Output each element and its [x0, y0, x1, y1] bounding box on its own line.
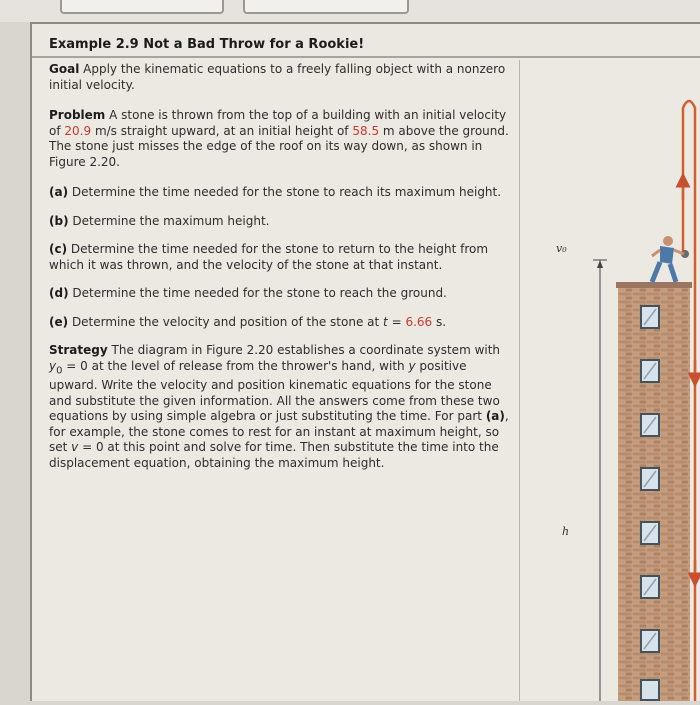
top-tab-right[interactable]	[243, 0, 409, 14]
strategy-paragraph	[49, 343, 511, 471]
strategy-text: positive upward. Write the velocity and position kinematic equations for the stone and substitute the given information. All the answers come from these two equations by using simple algebra or just substituting the time. For part	[49, 358, 500, 424]
strategy-text: = 0 at the level of release from the thrower's hand, with	[62, 358, 405, 373]
part-e-unit: s.	[432, 314, 447, 329]
part-text: Determine the time needed for the stone to reach the ground.	[72, 286, 447, 300]
strategy-text: The diagram in Figure 2.20 establishes a coordinate system with	[111, 343, 501, 357]
part-text: Determine the time needed for the stone to return to the height from which it was thrown, and the velocity of the stone at that instant.	[49, 242, 489, 272]
strategy-var-y0: y	[49, 358, 57, 373]
problem-label: Problem	[49, 108, 106, 122]
part-label: (d)	[49, 286, 69, 300]
initial-velocity-value: 20.9	[64, 123, 92, 138]
part-b	[49, 214, 511, 230]
v0-label: v₀	[556, 242, 567, 255]
example-card	[30, 22, 700, 701]
strategy-text: , for example, the stone comes to rest for an instant at maximum height, so set	[49, 409, 509, 455]
part-label: (e)	[49, 314, 69, 329]
part-e	[49, 315, 511, 331]
part-e-time-value: 6.66	[405, 314, 433, 329]
problem-text: m/s straight upward, at an initial height of	[94, 123, 349, 138]
strategy-var-y: y	[408, 358, 416, 373]
building-diagram	[520, 60, 700, 701]
example-header	[32, 24, 700, 58]
problem-text: A stone is thrown from the top of a building with an initial velocity of	[49, 108, 507, 138]
building	[616, 282, 692, 701]
part-c	[49, 242, 511, 273]
strategy-sub-0: 0	[56, 364, 63, 376]
initial-height-value: 58.5	[352, 123, 380, 138]
problem-paragraph	[49, 108, 511, 170]
part-e-time-var: t	[383, 314, 388, 329]
part-text: Determine the velocity and position of the stone at	[71, 314, 380, 329]
goal-label: Goal	[49, 62, 80, 76]
top-bar	[0, 0, 700, 22]
goal-text: Apply the kinematic equations to a freely falling object with a nonzero initial velocity.	[49, 62, 506, 92]
problem-text: m above the ground. The stone just misses the edge of the roof on its way down, as shown in Figure 2.20.	[49, 123, 509, 169]
part-text: Determine the maximum height.	[72, 213, 270, 228]
part-label: (a)	[49, 185, 69, 199]
height-label: h	[562, 525, 570, 538]
figure-2-20	[520, 60, 700, 701]
example-text	[49, 62, 511, 486]
strategy-var-v: v	[71, 440, 79, 455]
thrower-figure	[652, 236, 684, 282]
height-dimension	[593, 260, 607, 701]
strategy-part-a-ref: (a)	[485, 409, 505, 424]
part-label: (c)	[49, 242, 68, 256]
part-text: Determine the time needed for the stone to reach its maximum height.	[71, 185, 502, 199]
strategy-text: = 0 at this point and solve for time. Then substitute the time into the displacement equation, obtaining the maximum height.	[49, 440, 499, 470]
goal-paragraph	[49, 62, 511, 93]
part-d	[49, 286, 511, 302]
part-label: (b)	[49, 213, 69, 228]
strategy-label: Strategy	[49, 343, 108, 357]
top-tab-left[interactable]	[60, 0, 224, 14]
example-title: Example 2.9 Not a Bad Throw for a Rookie!	[49, 37, 365, 52]
part-a	[49, 185, 511, 201]
part-e-equals: =	[387, 314, 406, 329]
